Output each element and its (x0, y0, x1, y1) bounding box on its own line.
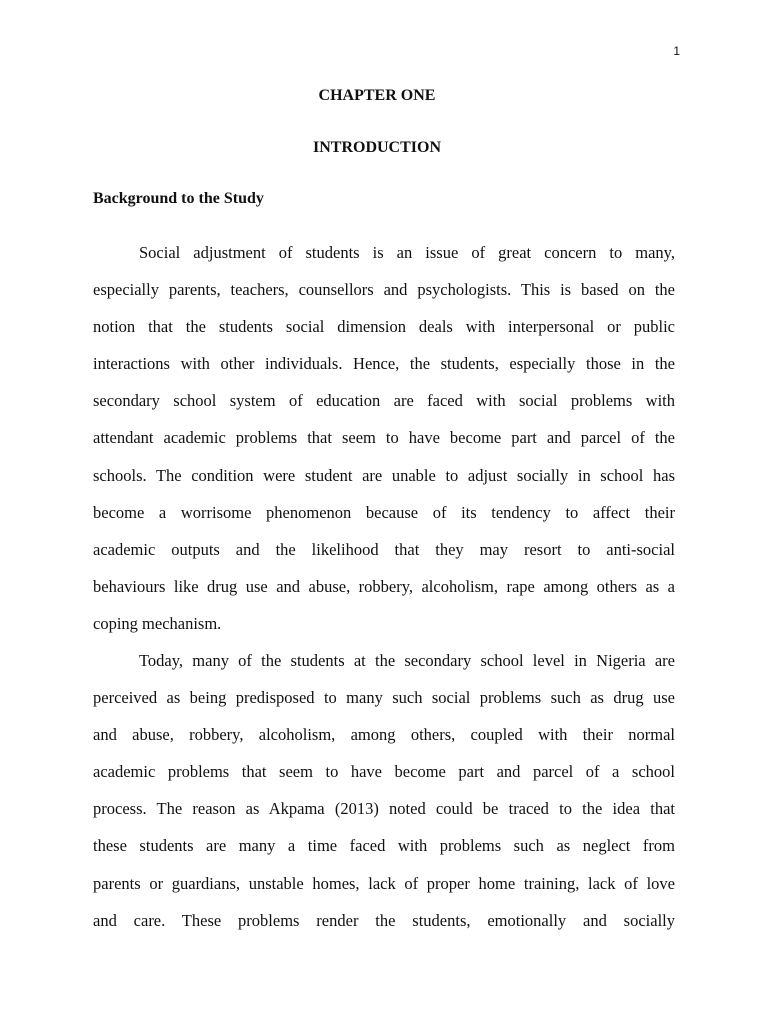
paragraph-line: coping mechanism. (93, 613, 222, 633)
paragraph-line: become a worrisome phenomenon because of its tendency to affect their (93, 502, 675, 522)
paragraph-line: process. The reason as Akpama (2013) noted could be traced to the idea that (93, 799, 675, 819)
paragraph-line: perceived as being predisposed to many such social problems such as drug use (93, 688, 675, 708)
paragraph-1 (93, 234, 675, 642)
paragraph-line: behaviours like drug use and abuse, robbery, alcoholism, rape among others as a (93, 576, 675, 596)
chapter-heading: CHAPTER ONE (318, 87, 436, 104)
paragraph-line: academic problems that seem to have become part and parcel of a school (93, 762, 675, 782)
paragraph-line: attendant academic problems that seem to have become part and parcel of the (93, 428, 675, 448)
paragraph-line: interactions with other individuals. Hence, the students, especially those in the (93, 354, 675, 374)
paragraph-line: parents or guardians, unstable homes, lack of proper home training, lack of love (93, 873, 675, 893)
paragraph-line: and abuse, robbery, alcoholism, among others, coupled with their normal (93, 725, 675, 745)
paragraph-line: schools. The condition were student are unable to adjust socially in school has (93, 465, 675, 485)
paragraph-line: Today, many of the students at the secondary school level in Nigeria are (139, 651, 675, 670)
paragraph-line: secondary school system of education are faced with social problems with (93, 391, 675, 411)
paragraph-2 (93, 642, 675, 939)
paragraph-line: especially parents, teachers, counsellors and psychologists. This is based on the (93, 280, 675, 300)
paragraph-line: academic outputs and the likelihood that they may resort to anti-social (93, 539, 675, 559)
paragraph-line: and care. These problems render the students, emotionally and socially (93, 910, 675, 930)
chapter-title: INTRODUCTION (312, 139, 441, 156)
paragraph-line: Social adjustment of students is an issue of great concern to many, (139, 243, 675, 262)
section-heading: Background to the Study (93, 190, 264, 207)
paragraph-line: notion that the students social dimension deals with interpersonal or public (93, 317, 675, 337)
paragraph-line: these students are many a time faced with problems such as neglect from (93, 836, 675, 856)
page-number: 1 (673, 44, 680, 58)
